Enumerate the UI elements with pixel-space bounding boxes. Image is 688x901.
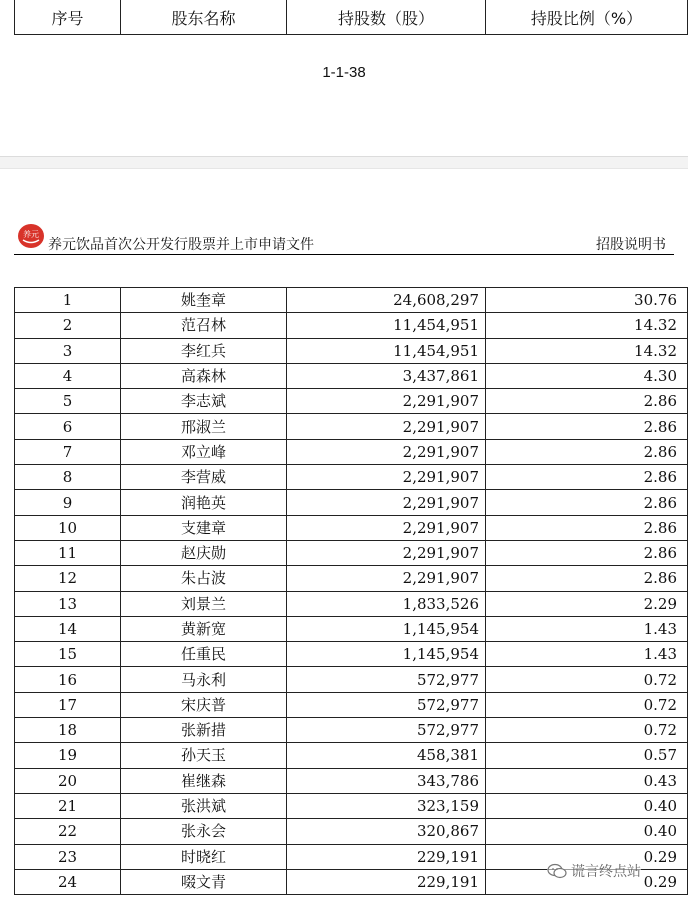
share-count: 2,291,907 <box>287 540 486 565</box>
header-cell-no: 序号 <box>15 0 121 35</box>
table-row <box>15 465 688 490</box>
document-title: 养元饮品首次公开发行股票并上市申请文件 <box>48 237 314 253</box>
share-percentage: 0.40 <box>486 793 688 818</box>
shareholder-name: 张永会 <box>121 819 287 844</box>
page-divider <box>0 156 688 157</box>
page-gap <box>0 156 688 168</box>
share-count: 2,291,907 <box>287 465 486 490</box>
table-row <box>15 439 688 464</box>
table-row <box>15 642 688 667</box>
previous-page <box>0 0 688 155</box>
row-number: 21 <box>15 793 121 818</box>
page-top-edge <box>0 168 688 169</box>
row-number: 18 <box>15 718 121 743</box>
shareholder-name: 张洪斌 <box>121 793 287 818</box>
share-percentage: 0.29 <box>486 844 688 869</box>
share-count: 1,145,954 <box>287 642 486 667</box>
shareholder-name: 宋庆普 <box>121 692 287 717</box>
share-count: 343,786 <box>287 768 486 793</box>
share-count: 2,291,907 <box>287 389 486 414</box>
share-percentage: 2.86 <box>486 414 688 439</box>
logo-text: 养元 <box>23 230 39 239</box>
previous-table-header <box>14 0 688 35</box>
row-number: 11 <box>15 540 121 565</box>
shareholder-name: 李志斌 <box>121 389 287 414</box>
share-percentage: 0.72 <box>486 667 688 692</box>
share-count: 3,437,861 <box>287 363 486 388</box>
shareholder-name: 任重民 <box>121 642 287 667</box>
table-row <box>15 591 688 616</box>
share-percentage: 2.86 <box>486 540 688 565</box>
share-percentage: 2.86 <box>486 515 688 540</box>
shareholder-table <box>14 287 688 895</box>
table-row <box>15 566 688 591</box>
company-logo-icon <box>17 223 45 249</box>
share-percentage: 0.72 <box>486 718 688 743</box>
share-count: 11,454,951 <box>287 313 486 338</box>
table-row <box>15 288 688 313</box>
share-percentage: 1.43 <box>486 616 688 641</box>
shareholder-name: 崔继森 <box>121 768 287 793</box>
share-count: 229,191 <box>287 844 486 869</box>
row-number: 20 <box>15 768 121 793</box>
shareholder-name: 朱占波 <box>121 566 287 591</box>
shareholder-name: 范召林 <box>121 313 287 338</box>
document-type: 招股说明书 <box>596 237 666 253</box>
row-number: 8 <box>15 465 121 490</box>
shareholder-name: 姚奎章 <box>121 288 287 313</box>
header-rule <box>14 254 674 255</box>
share-percentage: 2.86 <box>486 566 688 591</box>
share-percentage: 2.86 <box>486 465 688 490</box>
shareholder-name: 邓立峰 <box>121 439 287 464</box>
row-number: 6 <box>15 414 121 439</box>
table-row <box>15 616 688 641</box>
share-count: 572,977 <box>287 667 486 692</box>
share-count: 320,867 <box>287 819 486 844</box>
share-percentage: 0.43 <box>486 768 688 793</box>
shareholder-name: 润艳英 <box>121 490 287 515</box>
share-count: 458,381 <box>287 743 486 768</box>
share-percentage: 0.40 <box>486 819 688 844</box>
row-number: 9 <box>15 490 121 515</box>
row-number: 4 <box>15 363 121 388</box>
table-row <box>15 515 688 540</box>
table-row <box>15 819 688 844</box>
share-percentage: 30.76 <box>486 288 688 313</box>
header-cell-shares: 持股数（股） <box>287 0 486 35</box>
table-row <box>15 540 688 565</box>
header-cell-pct: 持股比例（%） <box>486 0 688 35</box>
watermark-text: 谎言终点站 <box>571 864 641 880</box>
share-count: 572,977 <box>287 718 486 743</box>
table-row <box>15 692 688 717</box>
wechat-icon <box>547 863 567 879</box>
share-count: 1,145,954 <box>287 616 486 641</box>
shareholder-name: 马永利 <box>121 667 287 692</box>
share-percentage: 2.86 <box>486 439 688 464</box>
shareholder-name: 高森林 <box>121 363 287 388</box>
share-count: 2,291,907 <box>287 414 486 439</box>
table-row <box>15 718 688 743</box>
shareholder-name: 邢淑兰 <box>121 414 287 439</box>
table-row <box>15 414 688 439</box>
row-number: 19 <box>15 743 121 768</box>
table-row <box>15 363 688 388</box>
table-row <box>15 768 688 793</box>
share-percentage: 1.43 <box>486 642 688 667</box>
table-row <box>15 338 688 363</box>
share-percentage: 2.29 <box>486 591 688 616</box>
share-percentage: 2.86 <box>486 490 688 515</box>
row-number: 7 <box>15 439 121 464</box>
table-row <box>15 389 688 414</box>
row-number: 24 <box>15 869 121 894</box>
row-number: 3 <box>15 338 121 363</box>
table-row <box>15 490 688 515</box>
share-count: 2,291,907 <box>287 439 486 464</box>
share-count: 323,159 <box>287 793 486 818</box>
share-percentage: 4.30 <box>486 363 688 388</box>
row-number: 13 <box>15 591 121 616</box>
shareholder-name: 黄新宽 <box>121 616 287 641</box>
share-count: 572,977 <box>287 692 486 717</box>
shareholder-name: 啜文青 <box>121 869 287 894</box>
shareholder-name: 张新措 <box>121 718 287 743</box>
shareholder-name: 赵庆勋 <box>121 540 287 565</box>
share-percentage: 14.32 <box>486 313 688 338</box>
share-percentage: 0.29 <box>486 869 688 894</box>
table-row <box>15 743 688 768</box>
shareholder-name: 时晓红 <box>121 844 287 869</box>
share-percentage: 0.72 <box>486 692 688 717</box>
row-number: 23 <box>15 844 121 869</box>
table-row <box>15 313 688 338</box>
row-number: 15 <box>15 642 121 667</box>
share-count: 24,608,297 <box>287 288 486 313</box>
share-percentage: 14.32 <box>486 338 688 363</box>
share-count: 1,833,526 <box>287 591 486 616</box>
row-number: 14 <box>15 616 121 641</box>
share-count: 2,291,907 <box>287 490 486 515</box>
row-number: 1 <box>15 288 121 313</box>
shareholder-table-body <box>15 288 688 895</box>
row-number: 5 <box>15 389 121 414</box>
share-percentage: 0.57 <box>486 743 688 768</box>
shareholder-name: 支建章 <box>121 515 287 540</box>
row-number: 17 <box>15 692 121 717</box>
row-number: 22 <box>15 819 121 844</box>
shareholder-name: 刘景兰 <box>121 591 287 616</box>
share-count: 11,454,951 <box>287 338 486 363</box>
row-number: 2 <box>15 313 121 338</box>
share-percentage: 2.86 <box>486 389 688 414</box>
shareholder-name: 李红兵 <box>121 338 287 363</box>
share-count: 2,291,907 <box>287 566 486 591</box>
header-cell-name: 股东名称 <box>121 0 287 35</box>
row-number: 12 <box>15 566 121 591</box>
share-count: 229,191 <box>287 869 486 894</box>
page-number: 1-1-38 <box>322 64 366 81</box>
table-row <box>15 667 688 692</box>
row-number: 16 <box>15 667 121 692</box>
shareholder-name: 李营威 <box>121 465 287 490</box>
watermark <box>547 860 641 882</box>
table-row <box>15 793 688 818</box>
share-count: 2,291,907 <box>287 515 486 540</box>
row-number: 10 <box>15 515 121 540</box>
shareholder-name: 孙天玉 <box>121 743 287 768</box>
